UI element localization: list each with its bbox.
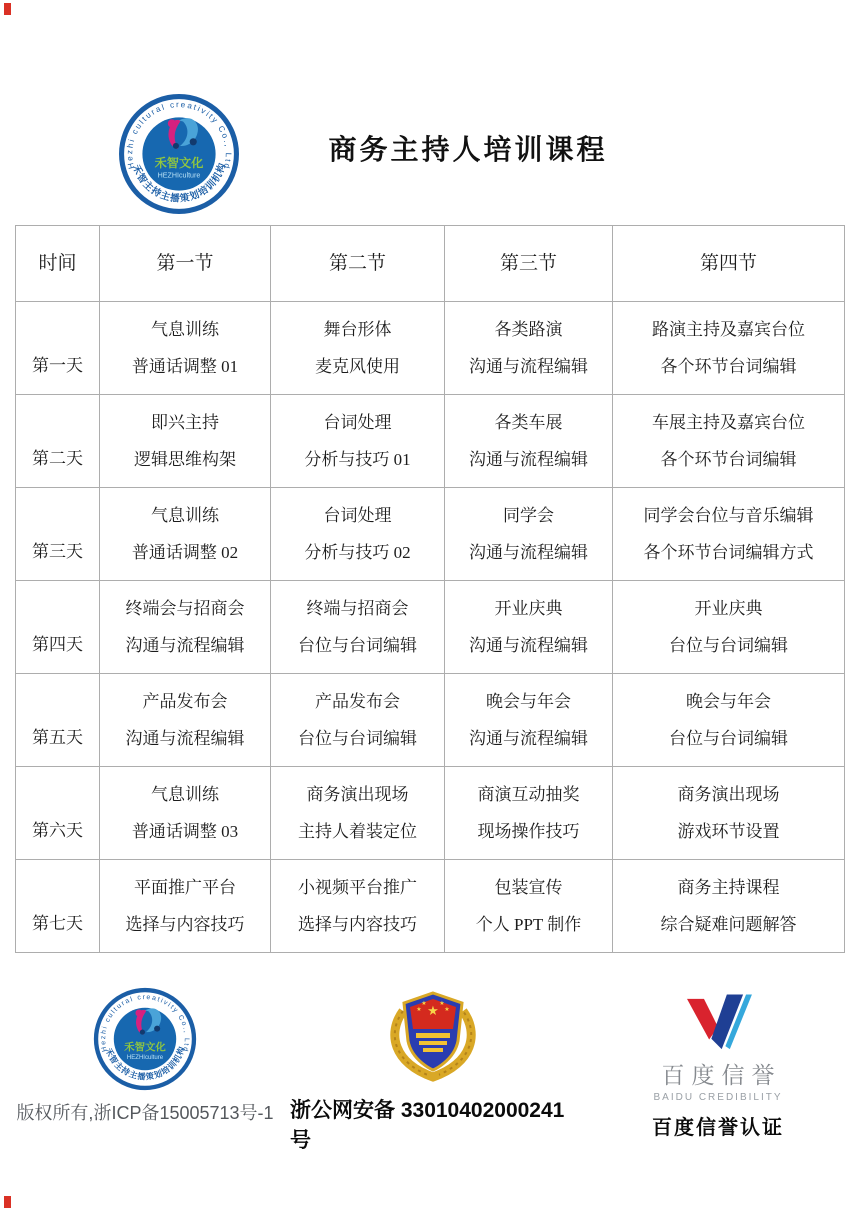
course-cell — [445, 674, 613, 766]
course-line: 台位与台词编辑 — [669, 635, 788, 655]
day-cell: 第六天 — [16, 767, 100, 859]
red-scan-mark-bottom — [4, 1196, 11, 1208]
course-line: 小视频平台推广 — [298, 877, 417, 897]
footer-middle — [290, 975, 576, 1154]
course-line: 晚会与年会 — [486, 691, 571, 711]
course-line: 选择与内容技巧 — [125, 914, 245, 934]
course-line: 沟通与流程编辑 — [469, 356, 588, 376]
course-line: 各个环节台词编辑 — [660, 449, 797, 469]
course-cell — [271, 860, 445, 952]
course-cell — [445, 488, 613, 580]
course-line: 气息训练 — [151, 505, 219, 525]
course-cell — [100, 488, 271, 580]
course-line: 商务演出现场 — [306, 784, 409, 804]
header-cell-session-2: 第二节 — [271, 226, 445, 301]
course-line: 普通话调整 02 — [131, 542, 239, 562]
course-line: 各类路演 — [494, 319, 563, 339]
course-line: 平面推广平台 — [134, 877, 236, 897]
course-line: 终端与招商会 — [306, 598, 409, 618]
course-cell — [445, 302, 613, 394]
company-logo-icon-footer — [93, 987, 197, 1091]
course-cell — [100, 395, 271, 487]
header-cell-session-4: 第四节 — [699, 252, 757, 274]
course-line: 商演互动抽奖 — [477, 784, 580, 804]
course-line: 即兴主持 — [151, 412, 219, 432]
copyright-text: 版权所有,浙ICP备15005713号-1 — [16, 1103, 274, 1123]
course-cell — [445, 767, 613, 859]
course-cell — [271, 395, 445, 487]
header-cell-session-3: 第三节 — [445, 226, 613, 301]
course-line: 台词处理 — [323, 412, 392, 432]
course-cell — [100, 302, 271, 394]
table-row — [16, 488, 844, 581]
table-row — [16, 860, 844, 952]
course-line: 开业庆典 — [494, 598, 563, 618]
course-line: 主持人着装定位 — [298, 821, 417, 841]
course-line: 路演主持及嘉宾台位 — [652, 319, 805, 339]
course-line: 沟通与流程编辑 — [469, 449, 588, 469]
day-cell: 第二天 — [16, 395, 100, 487]
day-cell: 第一天 — [16, 302, 100, 394]
table-row — [16, 395, 844, 488]
course-line: 商务演出现场 — [677, 784, 780, 804]
course-line: 车展主持及嘉宾台位 — [652, 412, 805, 432]
police-record-text: 浙公网安备 33010402000241号 — [290, 1099, 565, 1152]
course-line: 各个环节台词编辑方式 — [643, 542, 814, 562]
course-line: 麦克风使用 — [315, 356, 400, 376]
course-line: 气息训练 — [151, 319, 219, 339]
course-cell — [613, 581, 844, 673]
course-cell — [445, 395, 613, 487]
course-line: 沟通与流程编辑 — [469, 728, 588, 748]
course-line: 同学会 — [503, 505, 554, 525]
course-cell — [100, 581, 271, 673]
course-line: 沟通与流程编辑 — [125, 728, 245, 748]
course-cell — [271, 674, 445, 766]
baidu-certification: 百度信誉认证 — [652, 1117, 784, 1139]
course-line: 台位与台词编辑 — [298, 728, 417, 748]
course-line: 沟通与流程编辑 — [469, 542, 588, 562]
course-line: 包装宣传 — [494, 877, 563, 897]
header-cell-time: 时间 — [16, 226, 100, 301]
table-row — [16, 302, 844, 395]
police-badge-icon — [381, 985, 485, 1085]
course-line: 终端会与招商会 — [125, 598, 245, 618]
course-cell — [100, 860, 271, 952]
course-line: 个人 PPT 制作 — [475, 914, 582, 934]
course-line: 分析与技巧 01 — [304, 449, 411, 469]
course-line: 舞台形体 — [323, 319, 392, 339]
course-line: 选择与内容技巧 — [298, 914, 417, 934]
course-line: 普通话调整 01 — [131, 356, 239, 376]
course-line: 商务主持课程 — [677, 877, 780, 897]
course-line: 综合疑难问题解答 — [660, 914, 797, 934]
course-line: 台位与台词编辑 — [298, 635, 417, 655]
course-cell — [271, 302, 445, 394]
baidu-subtitle: BAIDU CREDIBILITY — [653, 1092, 783, 1103]
course-line: 同学会台位与音乐编辑 — [643, 505, 814, 525]
course-line: 晚会与年会 — [686, 691, 771, 711]
day-cell: 第五天 — [16, 674, 100, 766]
course-cell — [445, 860, 613, 952]
course-line: 气息训练 — [151, 784, 219, 804]
header — [0, 0, 860, 225]
table-row — [16, 581, 844, 674]
table-row — [16, 767, 844, 860]
course-cell — [271, 767, 445, 859]
course-line: 游戏环节设置 — [677, 821, 780, 841]
header-cell-session-1: 第一节 — [100, 226, 271, 301]
course-line: 现场操作技巧 — [477, 821, 580, 841]
course-table — [15, 225, 845, 953]
footer — [0, 975, 860, 1154]
course-cell — [613, 860, 844, 952]
footer-right — [576, 975, 860, 1154]
course-line: 各个环节台词编辑 — [660, 356, 797, 376]
course-cell — [613, 767, 844, 859]
course-line: 沟通与流程编辑 — [469, 635, 588, 655]
course-line: 台词处理 — [323, 505, 392, 525]
footer-left — [0, 975, 290, 1154]
course-line: 沟通与流程编辑 — [125, 635, 245, 655]
course-line: 普通话调整 03 — [131, 821, 239, 841]
day-cell: 第三天 — [16, 488, 100, 580]
course-cell — [271, 581, 445, 673]
table-row — [16, 674, 844, 767]
course-cell — [271, 488, 445, 580]
course-line: 产品发布会 — [142, 691, 228, 711]
course-cell — [100, 767, 271, 859]
table-header-row — [16, 226, 844, 302]
course-cell — [613, 302, 844, 394]
course-line: 台位与台词编辑 — [669, 728, 788, 748]
course-cell — [100, 674, 271, 766]
course-line: 分析与技巧 02 — [304, 542, 411, 562]
course-cell — [613, 674, 844, 766]
course-line: 产品发布会 — [315, 691, 400, 711]
baidu-title: 百度信誉 — [661, 1062, 782, 1088]
day-cell: 第四天 — [16, 581, 100, 673]
page-title: 商务主持人培训课程 — [328, 135, 608, 166]
course-cell — [613, 488, 844, 580]
table-body — [16, 302, 844, 952]
course-line: 逻辑思维构架 — [134, 449, 236, 469]
baidu-credibility-icon — [670, 993, 766, 1055]
course-line: 开业庆典 — [694, 598, 763, 618]
course-cell — [445, 581, 613, 673]
day-cell: 第七天 — [16, 860, 100, 952]
course-line: 各类车展 — [494, 412, 563, 432]
course-cell — [613, 395, 844, 487]
